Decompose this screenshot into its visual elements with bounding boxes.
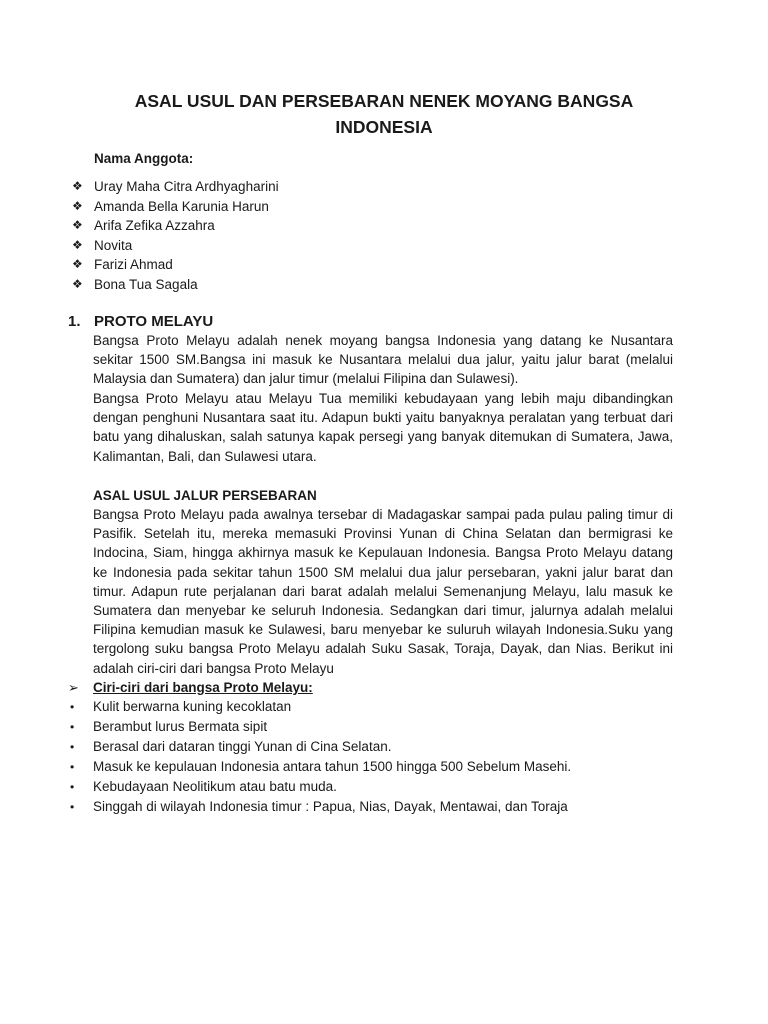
trait-text: Berambut lurus Bermata sipit: [93, 719, 268, 734]
members-list: [72, 177, 279, 294]
dot-bullet-icon: •: [70, 760, 75, 774]
traits-list: [68, 697, 571, 817]
diamond-bullet-icon: ❖: [72, 198, 83, 213]
member-name: Uray Maha Citra Ardhyagharini: [94, 179, 279, 194]
member-item: [72, 236, 279, 256]
document-title: [90, 88, 678, 140]
trait-item: [68, 757, 571, 777]
trait-item: [68, 777, 571, 797]
member-name: Bona Tua Sagala: [94, 276, 198, 292]
dot-bullet-icon: •: [70, 740, 75, 754]
section-title: PROTO MELAYU: [94, 313, 214, 330]
member-item: [72, 216, 279, 236]
title-line-2: INDONESIA: [335, 117, 433, 137]
traits-heading: [68, 678, 313, 697]
dot-bullet-icon: •: [70, 800, 75, 814]
trait-text: Masuk ke kepulauan Indonesia antara tahun 1500 hingga 500 Sebelum Masehi.: [93, 759, 572, 774]
member-name: Novita: [94, 237, 133, 253]
trait-item: [68, 797, 571, 817]
paragraph-intro: Bangsa Proto Melayu adalah nenek moyang bangsa Indonesia yang datang ke Nusantara sekitar 1500 SM.Bangsa ini masuk ke Nusantara melalui dua jalur, yaitu jalur barat (melalui Malaysia dan Sumatera) dan jalur timur (melalui Filipina dan Sulawesi).: [93, 333, 673, 387]
trait-item: [68, 717, 571, 737]
dot-bullet-icon: •: [70, 780, 75, 794]
member-name: Amanda Bella Karunia Harun: [94, 198, 269, 214]
trait-text: Berasal dari dataran tinggi Yunan di Cina Selatan.: [93, 739, 392, 754]
trait-text: Singgah di wilayah Indonesia timur : Papua, Nias, Dayak, Mentawai, dan Toraja: [93, 799, 568, 814]
diamond-bullet-icon: ❖: [72, 179, 83, 193]
member-name: Farizi Ahmad: [94, 257, 173, 272]
paragraph-migration: Bangsa Proto Melayu pada awalnya tersebar di Madagaskar sampai pada pulau paling timur di Pasifik. Setelah itu, mereka memasuki Provinsi Yunan di China Selatan dan bermigrasi ke Indocina, Siam, hingga akhirnya masuk ke Kepulauan Indonesia. Bangsa Proto Melayu datang ke Indonesia pada sekitar tahun 1500 SM melalui dua jalur persebaran, yakni jalur barat dan timur. Adapun rute perjalanan dari barat adalah melalui Semenanjung Melayu, lalu masuk ke Sumatera dan menyebar ke seluruh Indonesia. Sedangkan dari timur, jalurnya adalah melalui Filipina kemudian masuk ke Sulawesi, baru menyebar ke suluruh wilayah Indonesia.Suku yang tergolong suku bangsa Proto Melayu adalah Suku Sasak, Toraja, Dayak, dan Nias. Berikut ini adalah ciri-ciri dari bangsa Proto Melayu: [93, 507, 673, 676]
dot-bullet-icon: •: [70, 720, 75, 734]
trait-item: [68, 737, 571, 757]
trait-item: [68, 697, 571, 717]
diamond-bullet-icon: ❖: [72, 237, 83, 252]
diamond-bullet-icon: ❖: [72, 218, 83, 232]
section-heading: [68, 312, 213, 332]
section-number: 1.: [68, 313, 81, 330]
paragraph-culture: Bangsa Proto Melayu atau Melayu Tua memiliki kebudayaan yang lebih maju dibandingkan dengan penghuni Nusantara saat itu. Adapun bukti yaitu banyaknya peralatan yang terbuat dari batu yang dihaluskan, salah satunya kapak persegi yang banyak ditemukan di Sumatera, Jawa, Kalimantan, Bali, dan Sulawesi utara.: [93, 391, 673, 464]
diamond-bullet-icon: ❖: [72, 257, 83, 271]
member-name: Arifa Zefika Azzahra: [94, 218, 215, 233]
member-item: [72, 255, 279, 275]
dot-bullet-icon: •: [70, 700, 75, 714]
trait-text: Kulit berwarna kuning kecoklatan: [93, 699, 292, 714]
diamond-bullet-icon: ❖: [72, 276, 83, 291]
subsection-heading: ASAL USUL JALUR PERSEBARAN: [93, 488, 317, 503]
title-line-1: ASAL USUL DAN PERSEBARAN NENEK MOYANG BANGSA: [134, 91, 634, 111]
member-item: [72, 197, 279, 217]
arrow-bullet-icon: ➢: [68, 680, 79, 695]
traits-heading-label: Ciri-ciri dari bangsa Proto Melayu:: [93, 680, 313, 695]
member-item: [72, 177, 279, 197]
members-label: Nama Anggota:: [94, 151, 194, 166]
trait-text: Kebudayaan Neolitikum atau batu muda.: [93, 779, 337, 794]
member-item: [72, 275, 279, 295]
